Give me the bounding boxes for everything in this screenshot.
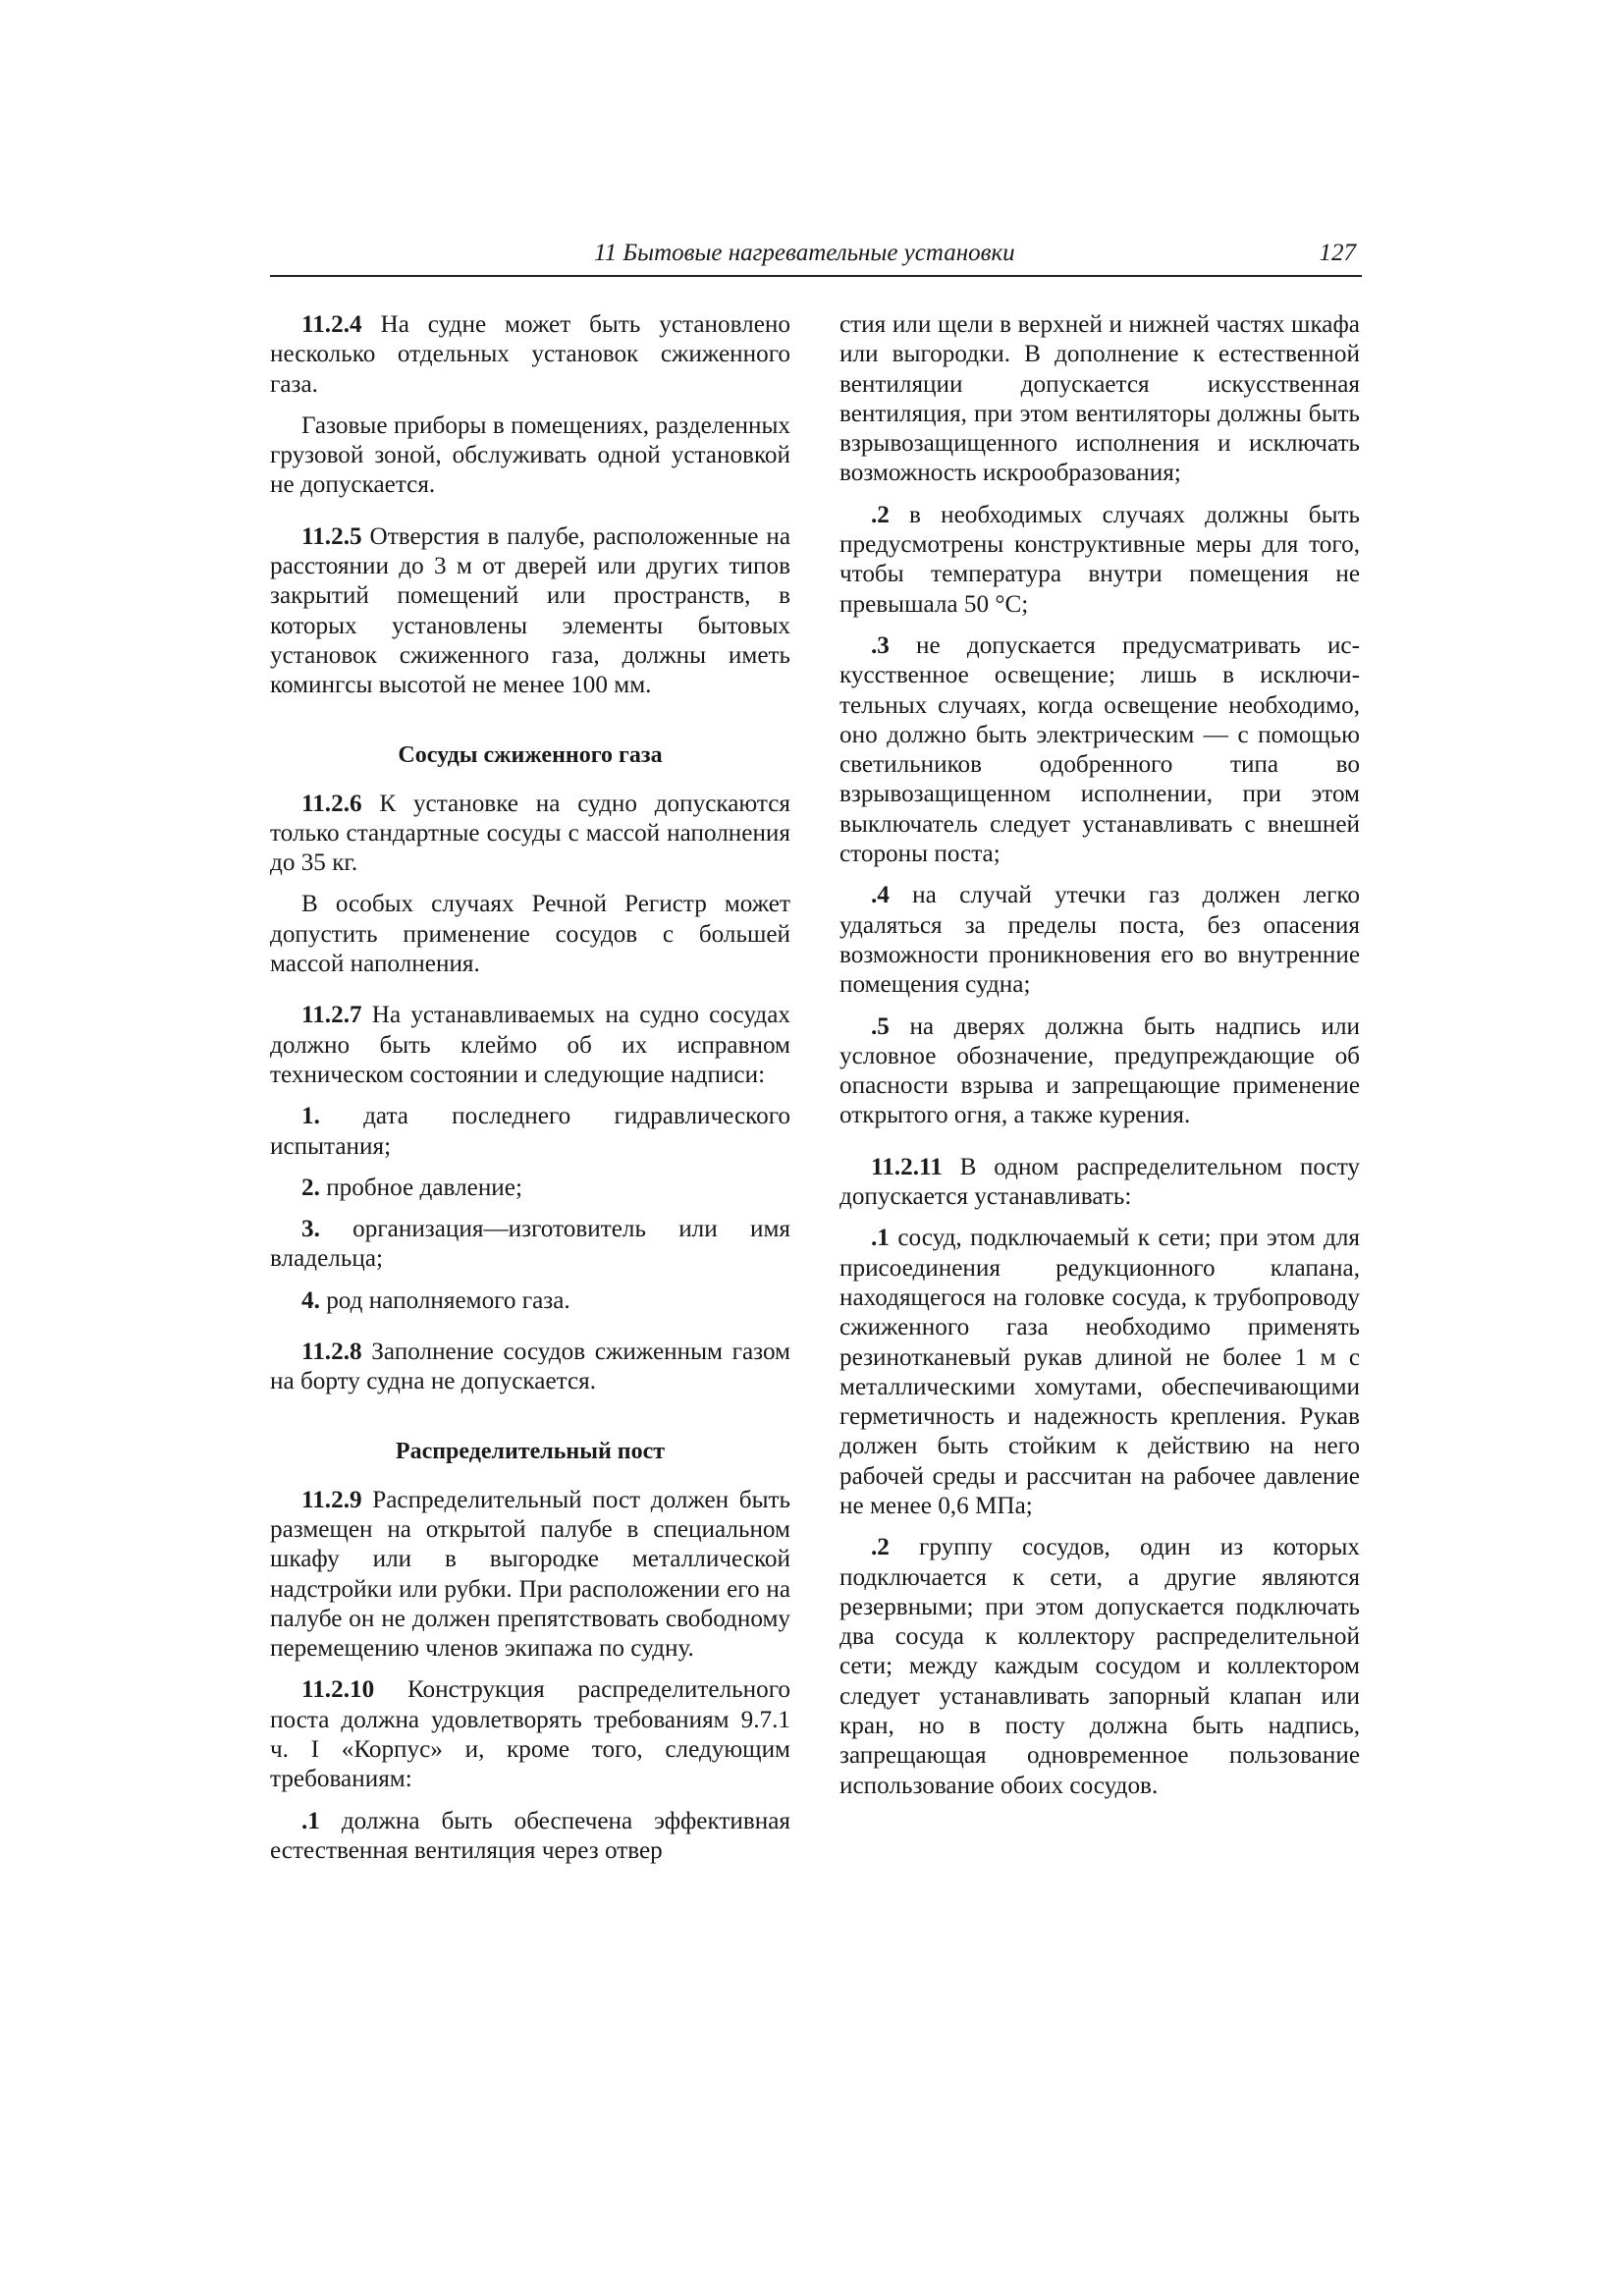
list-item	[839, 1012, 1360, 1131]
list-item	[270, 1286, 790, 1316]
list-number: 4.	[301, 1286, 320, 1314]
list-text: сосуд, подключаемый к сети; при этом для присоединения редукционного клапана, находящегося на головке сосуда, к трубопроводу сжиженного газа необходимо применять резинотканевый рукав длиной не более 1 м с металлическими хомутами, обеспечивающими герметичность и надежность крепления. Рукав должен быть стойким к действию на него рабочей среды и рассчитан на рабочее давление не менее 0,6 МПа;	[839, 1225, 1360, 1519]
chapter-title: 11 Бытовые нагревательные установки	[594, 240, 1015, 266]
paragraph-11-2-10	[270, 1675, 790, 1794]
list-text: род наполняемого газа.	[319, 1286, 570, 1314]
right-column	[839, 310, 1360, 1813]
paragraph-11-2-5	[270, 522, 790, 701]
list-text: группу сосудов, один из которых подключается к сети, а другие являются резервными; при этом допускается подключать два сосуда к коллектору распределительной сети; между каждым сосудом и коллектором следует устанавливать запорный клапан или кран, но в посту должна быть надпись, запрещающая одновременное пользование использование обоих сосудов.	[839, 1534, 1360, 1799]
list-number: .2	[871, 1534, 890, 1561]
left-column	[270, 310, 790, 1878]
paragraph-text: Отверстия в палубе, расположенные на расстоянии до 3 м от дверей или других типов закрытий помещений или пространств, в которых установлены элементы бытовых установок сжиженного газа, должны иметь комингсы высотой не менее 100 мм.	[270, 522, 790, 699]
paragraph-text: Конструкция распределительного поста должна удовлетворять требованиям 9.7.1 ч. I «Корпус» и, кроме того, следующим требованиям:	[270, 1676, 790, 1793]
paragraph-11-2-4	[270, 310, 790, 400]
list-item	[839, 881, 1360, 1000]
list-number: 1.	[301, 1103, 320, 1130]
list-text: пробное давление;	[319, 1174, 522, 1201]
list-text: в необходимых случаях должны быть предусмотрены конструктивные меры для того, чтобы температура внутри помещения не превышала 50 °С;	[839, 501, 1360, 618]
list-number: 3.	[301, 1216, 320, 1243]
list-item	[270, 1215, 790, 1275]
clause-number: 11.2.11	[871, 1153, 943, 1180]
list-number: .2	[871, 501, 890, 528]
list-item	[270, 1174, 790, 1203]
clause-number: 11.2.8	[301, 1339, 362, 1366]
list-text: на дверях должна быть надпись или условное обозначение, предупреждающие об опасности взрыва и запрещающие применение открытого огня, а также курения.	[839, 1012, 1360, 1129]
list-item	[270, 1807, 790, 1867]
list-item	[839, 501, 1360, 620]
paragraph-11-2-11	[839, 1153, 1360, 1213]
clause-number: 11.2.6	[301, 790, 362, 817]
list-text: должна быть обеспечена эффективная естественная вентиляция через отвер	[270, 1807, 790, 1864]
paragraph-continued	[839, 310, 1360, 489]
list-number: .1	[871, 1225, 890, 1252]
list-number: 2.	[301, 1174, 320, 1201]
list-number: .4	[871, 882, 890, 909]
list-number: .3	[871, 631, 890, 659]
paragraph-text: На судне может быть установлено несколько отдельных установок сжиженного газа.	[270, 311, 790, 398]
clause-number: 11.2.7	[301, 1002, 362, 1029]
running-header	[270, 240, 1362, 277]
page-number: 127	[1319, 240, 1356, 266]
paragraph-text: стия или щели в верхней и нижней частях шкафа или выгородки. В дополнение к естественной вентиляции допускается искусственная вентиляция, при этом вентиляторы должны быть взрывозащищенного исполнения и исключать возможность искрообразования;	[839, 311, 1360, 487]
clause-number: 11.2.10	[301, 1676, 375, 1704]
list-text: организация—изготовитель или имя владельца;	[270, 1216, 790, 1273]
paragraph-text: Заполнение сосудов сжиженным газом на борту судна не допускается.	[270, 1339, 790, 1395]
paragraph-11-2-6	[270, 790, 790, 879]
section-heading-gas-vessels: Сосуды сжиженного газа	[398, 741, 663, 768]
list-item	[270, 1102, 790, 1162]
paragraph-11-2-7	[270, 1001, 790, 1090]
list-text: дата последнего гидравлического испытания;	[270, 1103, 790, 1160]
paragraph	[270, 890, 790, 979]
list-item	[839, 1533, 1360, 1801]
paragraph-text: На устанавливаемых на судно сосудах должно быть клеймо об их исправном техническом состоянии и следующие надписи:	[270, 1002, 790, 1088]
section-heading-distribution-post: Распределительный пост	[395, 1438, 666, 1464]
list-item	[839, 631, 1360, 869]
paragraph-text: К установке на судно допускаются только стандартные сосуды с массой наполнения до 35 кг.	[270, 790, 790, 877]
clause-number: 11.2.5	[301, 522, 362, 550]
paragraph-text: В особых случаях Речной Регистр может допустить применение сосудов с большей массой наполнения.	[270, 891, 790, 978]
paragraph-11-2-9	[270, 1486, 790, 1665]
paragraph-text: Распределительный пост должен быть размещен на открытой палубе в специальном шкафу или в выгородке металлической надстройки или рубки. При расположении его на палубе он не должен препятствовать свободному перемещению членов экипажа по судну.	[270, 1486, 790, 1663]
paragraph-11-2-8	[270, 1338, 790, 1397]
clause-number: 11.2.9	[301, 1486, 362, 1513]
clause-number: 11.2.4	[301, 311, 362, 338]
paragraph	[270, 411, 790, 501]
list-number: .5	[871, 1012, 890, 1040]
paragraph-text: В одном распределительном посту допускается устанавливать:	[839, 1153, 1360, 1211]
list-item	[839, 1224, 1360, 1521]
paragraph-text: Газовые приборы в помещениях, разделенных грузовой зоной, обслуживать одной установкой не допускается.	[270, 411, 790, 499]
list-number: .1	[301, 1807, 320, 1834]
list-text: не допускается предусматривать искусственное освещение; лишь в исключительных случаях, когда освещение необходимо, оно должно быть электрическим — с помощью светильников одобренного типа во взрывозащищенном исполнении, при этом выключатель следует устанавливать с внешней стороны поста;	[839, 631, 1360, 868]
list-text: на случай утечки газ должен легко удаляться за пределы поста, без опасения возможности проникновения его во внутренние помещения судна;	[839, 882, 1360, 999]
